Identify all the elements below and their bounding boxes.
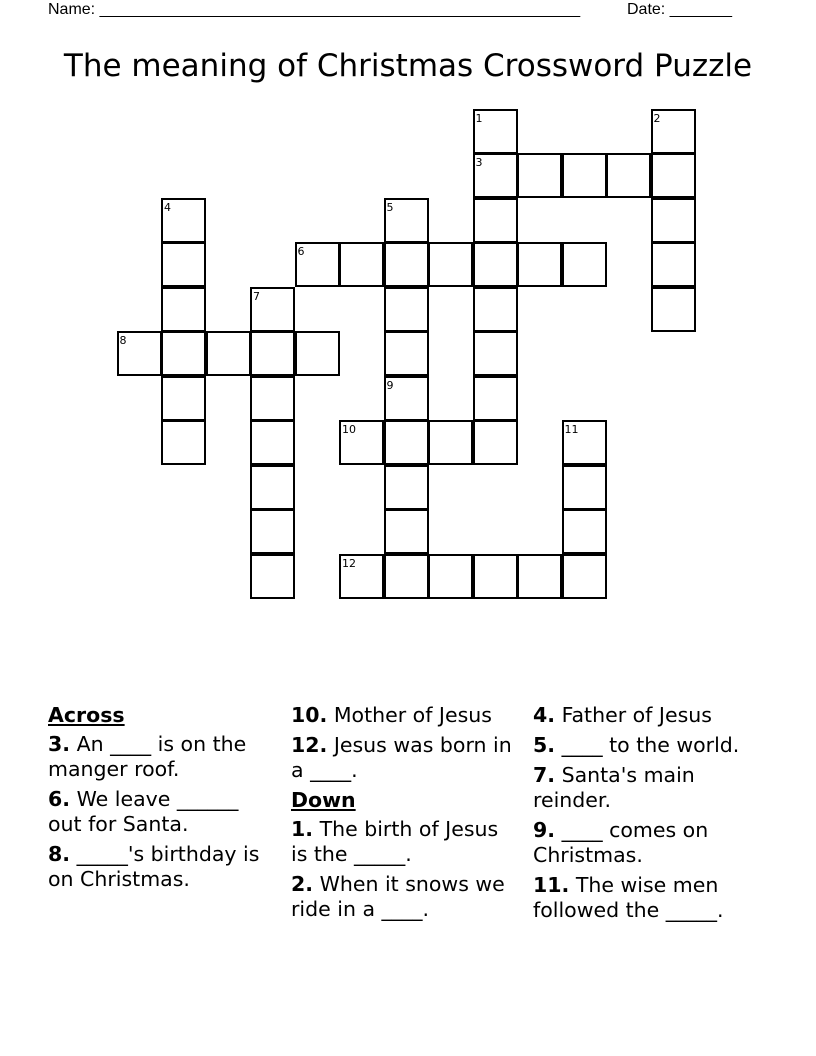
clue-across-6: 6. We leave ______ out for Santa. <box>48 787 239 836</box>
grid-cell[interactable] <box>651 242 696 287</box>
clue-across-8: 8. _____'s birthday is on Christmas. <box>48 842 260 891</box>
grid-cell[interactable] <box>562 153 607 198</box>
grid-cell[interactable] <box>651 198 696 243</box>
grid-cell[interactable] <box>384 242 429 287</box>
clue-number: 6 <box>297 245 305 258</box>
grid-cell[interactable] <box>250 509 295 554</box>
grid-cell[interactable] <box>339 242 384 287</box>
clues-column-1 <box>48 703 278 897</box>
grid-cell[interactable] <box>651 287 696 332</box>
clue-number: 12 <box>342 556 356 570</box>
grid-cell[interactable] <box>428 242 473 287</box>
clues-column-3 <box>533 703 763 928</box>
grid-cell[interactable] <box>562 509 607 554</box>
grid-cell[interactable] <box>473 198 518 243</box>
grid-cell[interactable] <box>295 331 340 376</box>
name-field-label: Name: ______________________________________________________ <box>48 1 581 18</box>
grid-cell[interactable] <box>161 242 206 287</box>
grid-cell[interactable] <box>428 554 473 599</box>
grid-cell[interactable] <box>250 420 295 465</box>
grid-cell[interactable] <box>161 420 206 465</box>
grid-cell[interactable] <box>250 376 295 421</box>
clue-number: 8 <box>119 334 127 347</box>
grid-cell[interactable] <box>517 242 562 287</box>
clue-number: 2 <box>653 111 661 125</box>
grid-cell[interactable] <box>473 242 518 287</box>
grid-cell[interactable] <box>473 287 518 332</box>
grid-cell[interactable] <box>517 153 562 198</box>
grid-cell[interactable] <box>384 287 429 332</box>
clue-number: 4 <box>164 200 171 214</box>
grid-cell[interactable] <box>651 153 696 198</box>
grid-cell[interactable] <box>473 376 518 421</box>
down-heading: Down <box>291 788 356 812</box>
clue-number: 10 <box>342 423 356 436</box>
clue-down-9: 9. ____ comes on Christmas. <box>533 818 709 867</box>
clue-across-12: 12. Jesus was born in a ____. <box>291 733 512 782</box>
grid-cell[interactable] <box>428 420 473 465</box>
clue-down-7: 7. Santa's main reinder. <box>533 763 695 812</box>
clue-number: 3 <box>475 156 483 169</box>
grid-cell[interactable] <box>384 420 429 465</box>
grid-cell[interactable] <box>473 554 518 599</box>
clue-number: 1 <box>475 111 483 125</box>
grid-cell[interactable] <box>562 465 607 510</box>
clue-across-10: 10. Mother of Jesus <box>291 703 492 727</box>
grid-cell[interactable] <box>384 465 429 510</box>
clue-number: 7 <box>253 289 260 303</box>
grid-cell[interactable] <box>517 554 562 599</box>
clue-number: 11 <box>564 423 579 436</box>
grid-cell[interactable] <box>161 376 206 421</box>
grid-cell[interactable] <box>606 153 651 198</box>
grid-cell[interactable] <box>384 509 429 554</box>
grid-cell[interactable] <box>473 420 518 465</box>
clue-down-11: 11. The wise men followed the _____. <box>533 873 724 922</box>
clues-column-2 <box>291 703 521 927</box>
date-field-label: Date: _______ <box>627 1 732 18</box>
grid-cell[interactable] <box>250 465 295 510</box>
clue-number: 9 <box>386 378 394 392</box>
grid-cell[interactable] <box>473 331 518 376</box>
clue-down-4: 4. Father of Jesus <box>533 703 712 727</box>
grid-cell[interactable] <box>562 554 607 599</box>
clue-down-2: 2. When it snows we ride in a ____. <box>291 872 505 921</box>
clue-across-3: 3. An ____ is on the manger roof. <box>48 732 247 781</box>
clue-down-1: 1. The birth of Jesus is the _____. <box>291 817 499 866</box>
clue-number: 5 <box>386 200 394 214</box>
grid-cell[interactable] <box>250 331 295 376</box>
grid-cell[interactable] <box>206 331 251 376</box>
across-heading: Across <box>48 703 125 727</box>
grid-cell[interactable] <box>161 331 206 376</box>
clue-down-5: 5. ____ to the world. <box>533 733 740 757</box>
grid-cell[interactable] <box>384 554 429 599</box>
grid-cell[interactable] <box>161 287 206 332</box>
grid-cell[interactable] <box>562 242 607 287</box>
grid-cell[interactable] <box>384 331 429 376</box>
page-title: The meaning of Christmas Crossword Puzzle <box>63 48 753 84</box>
grid-cell[interactable] <box>250 554 295 599</box>
